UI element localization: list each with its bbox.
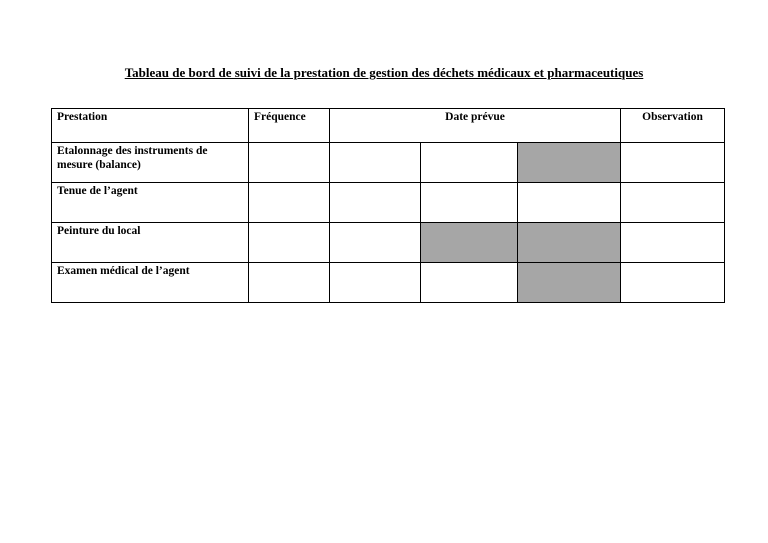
date-cell — [330, 263, 421, 303]
row-prestation-label: Peinture du local — [52, 223, 249, 263]
date-cell — [518, 263, 621, 303]
frequence-cell — [249, 223, 330, 263]
date-cell — [518, 183, 621, 223]
date-cell — [330, 223, 421, 263]
row-prestation-label: Examen médical de l’agent — [52, 263, 249, 303]
date-cell — [330, 183, 421, 223]
date-cell — [421, 223, 518, 263]
row-prestation-label: Etalonnage des instruments de mesure (balance) — [52, 143, 249, 183]
table-header-row — [52, 109, 725, 143]
table-row — [52, 143, 725, 183]
table-row — [52, 183, 725, 223]
document-title: Tableau de bord de suivi de la prestation de gestion des déchets médicaux et pharmaceutiques — [124, 65, 644, 80]
date-cell — [330, 143, 421, 183]
date-cell — [421, 183, 518, 223]
observation-cell — [621, 143, 725, 183]
date-cell — [421, 263, 518, 303]
frequence-cell — [249, 183, 330, 223]
table-row — [52, 263, 725, 303]
date-cell — [518, 223, 621, 263]
header-date-prevue: Date prévue — [330, 109, 621, 143]
observation-cell — [621, 223, 725, 263]
table-row — [52, 223, 725, 263]
date-cell — [518, 143, 621, 183]
header-frequence: Fréquence — [249, 109, 330, 143]
row-prestation-label: Tenue de l’agent — [52, 183, 249, 223]
frequence-cell — [249, 143, 330, 183]
tracking-table — [51, 108, 725, 303]
header-observation: Observation — [621, 109, 725, 143]
observation-cell — [621, 263, 725, 303]
observation-cell — [621, 183, 725, 223]
header-prestation: Prestation — [52, 109, 249, 143]
date-cell — [421, 143, 518, 183]
frequence-cell — [249, 263, 330, 303]
